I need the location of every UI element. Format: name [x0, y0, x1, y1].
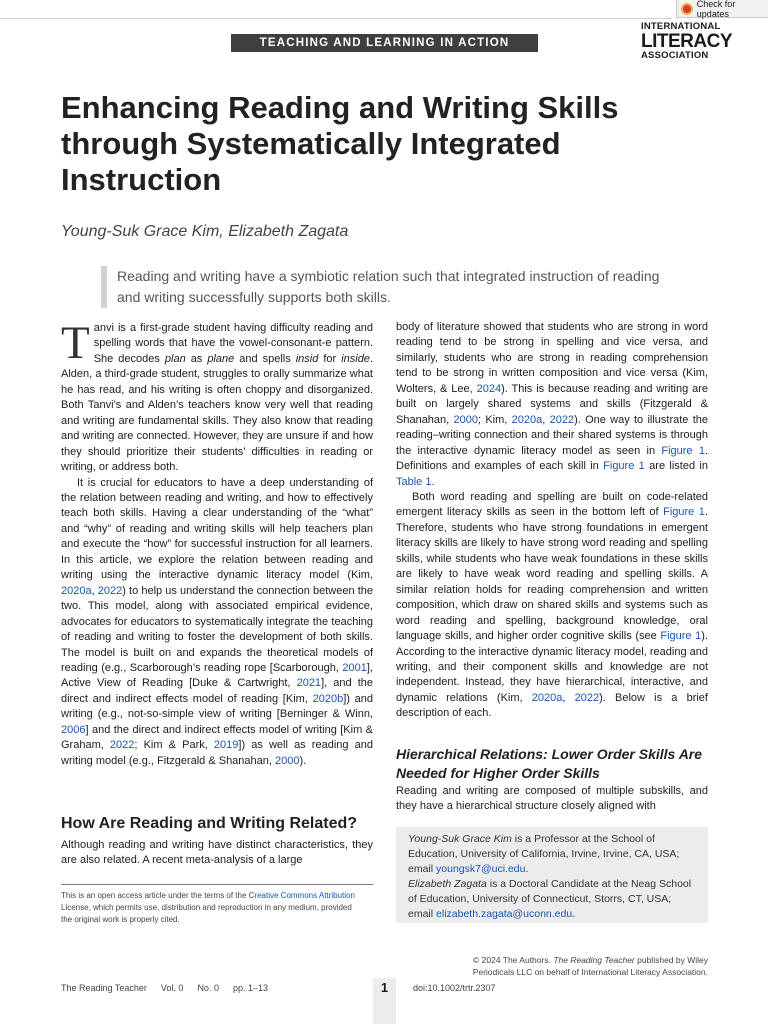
author-1-email-link[interactable]: youngsk7@uci.edu: [436, 863, 526, 875]
crossmark-icon: [681, 3, 693, 15]
left-paragraph-2: It is crucial for educators to have a deep understanding of the relation between reading and writing, and how to effectively teach both skills. Having a clear understanding of the “what” and “why” of reading and writing skills will help teachers plan and execute the “how” for successful instruction for all learners. In this article, we explore the relation between reading and writing using the interactive dynamic literacy model (Kim, 2020a, 2022) to help us understand the connection between the two. This model, along with associated empirical evidence, advocates for educators to systematically integrate the teaching of reading and writing to foster the development of both skills. The model is built on and expands the theoretical models of reading (e.g., Scarborough’s reading rope [Scarborough, 2001], Active View of Reading [Duke & Cartwright, 2021], and the direct and indirect effects model of reading [Kim, 2020b]) and writing (e.g., not-so-simple view of writing [Berninger & Winn, 2006] and the direct and indirect effects model of writing [Kim & Graham, 2022; Kim & Park, 2019]) as well as reading and writing model (e.g., Fitzgerald & Shanahan, 2000).: [61, 476, 373, 767]
citation-link[interactable]: 2022: [549, 413, 575, 426]
section-banner: TEACHING AND LEARNING IN ACTION: [231, 34, 538, 52]
citation-link[interactable]: 2019: [213, 739, 239, 752]
header-rule: [0, 18, 672, 19]
left-paragraph-1: Tanvi is a first-grade student having difficulty reading and spelling words that have the vowel-consonant-e pattern. She decodes plan as plane and spells insid for inside. Alden, a third-grade student, struggles to orally summarize what he has read, and his writing is often choppy and disorganized. Both Tanvi’s and Alden’s teachers know very well that reading and writing are fundamental skills. They also know that reading and writing are connected. However, they are unsure if and how they should prioritize their students’ difficulties in reading or writing, or address both.: [61, 317, 373, 474]
citation-link[interactable]: 2020a: [511, 413, 543, 426]
footer-volume: Vol. 0: [160, 983, 184, 993]
right-paragraph-1: body of literature showed that students who are strong in word reading tend to be strong in spelling and vice versa, and similarly, students who are strong in reading comprehension tend to be strong in written composition and vice versa (Kim, Wolters, & Lee, 2024). This is because reading and writing are built on largely shared systems and skills (Fitzgerald & Shanahan, 2000; Kim, 2020a, 2022). One way to illustrate the reading–writing connection and their shared systems is through the interactive dynamic literacy model as seen in Figure 1. Definitions and examples of each skill in Figure 1 are listed in Table 1.: [396, 321, 709, 488]
table-link[interactable]: Table 1: [396, 475, 432, 488]
footer-pages: pp. 1–13: [232, 983, 268, 993]
article-title: Enhancing Reading and Writing Skills through Systematically Integrated Instruction: [61, 90, 619, 197]
citation-link[interactable]: 2001: [342, 661, 367, 674]
citation-link[interactable]: 2020a: [61, 584, 92, 597]
citation-link[interactable]: 2021: [296, 677, 322, 690]
page-number: 1: [380, 980, 389, 995]
citation-link[interactable]: 2022: [97, 584, 123, 597]
logo-line-3: ASSOCIATION: [641, 49, 709, 61]
footnote-rule: [61, 884, 373, 885]
creative-commons-link[interactable]: Creative Commons Attribution: [248, 891, 355, 900]
logo-line-2: LITERACY: [641, 30, 732, 52]
footer-doi: doi:10.1002/trtr.2307: [413, 983, 496, 993]
figure-link[interactable]: Figure 1: [660, 630, 702, 643]
left-column-continued: [61, 838, 373, 869]
copyright-notice: © 2024 The Authors. The Reading Teacher published by Wiley Periodicals LLC on behalf of International Literacy Association.: [472, 955, 708, 977]
author-1-info: Young-Suk Grace Kim is a Professor at the School of Education, University of California, Irvine, Irvine, CA, USA; email youngsk7@uci.edu.: [408, 833, 680, 875]
figure-link[interactable]: Figure 1: [663, 506, 705, 519]
citation-link[interactable]: 2024: [476, 382, 502, 395]
left-column: [61, 317, 373, 769]
footer-journal: The Reading Teacher: [61, 983, 147, 993]
left-paragraph-3: Although reading and writing have distinct characteristics, they are also related. A recent meta-analysis of a large: [61, 839, 373, 867]
right-paragraph-2: Both word reading and spelling are built on code-related emergent literacy skills as seen in the bottom left of Figure 1. Therefore, students who have strong foundations in emergent literacy skills are likely to have strong word reading and spelling skills, while students who have weak foundations in these skills are likely to have weak word reading and spelling skills. A similar relation holds for reading comprehension and written composition, which draw on shared skills and systems such as word reading and spelling, background knowledge, oral language skills, and higher order cognitive skills (see Figure 1). According to the interactive dynamic literacy model, reading and writing, and their component skills and knowledge are not independent. Instead, they have hierarchical, interactive, and dynamic relations (Kim, 2020a, 2022). Below is a brief description of each.: [396, 490, 709, 720]
logo-line-1: INTERNATIONAL: [641, 21, 721, 32]
citation-link[interactable]: 2000: [275, 754, 300, 767]
license-footnote: This is an open access article under the terms of the Creative Commons Attribution License, which permits use, distribution and reproduction in any medium, provided the original work is properly cited.: [61, 891, 355, 924]
footer-number: No. 0: [197, 983, 219, 993]
citation-link[interactable]: 2006: [61, 723, 86, 736]
citation-link[interactable]: 2020a: [531, 691, 563, 704]
author-2-email-link[interactable]: elizabeth.zagata@uconn.edu: [436, 908, 573, 920]
drop-cap: T: [61, 317, 90, 369]
right-column-continued: [396, 784, 708, 815]
right-column: [396, 320, 708, 722]
article-authors: Young-Suk Grace Kim, Elizabeth Zagata: [61, 223, 349, 240]
right-paragraph-3: Reading and writing are composed of multiple subskills, and they have a hierarchical structure closely aligned with: [396, 785, 708, 813]
page-footer: [61, 983, 268, 993]
author-2-info: Elizabeth Zagata is a Doctoral Candidate at the Neag School of Education, University of Connecticut, Storrs, CT, USA; email elizabeth.zagata@uconn.edu.: [408, 878, 692, 920]
check-for-updates-button[interactable]: [676, 0, 768, 18]
pull-quote: Reading and writing have a symbiotic relation such that integrated instruction of reading and writing successfully supports both skills.: [101, 266, 661, 308]
check-for-updates-label: Check for updates: [696, 0, 736, 19]
citation-link[interactable]: 2022: [109, 739, 135, 752]
figure-link[interactable]: Figure 1: [603, 460, 645, 473]
citation-link[interactable]: 2022: [574, 691, 600, 704]
citation-link[interactable]: 2000: [453, 413, 478, 426]
section-heading-left: How Are Reading and Writing Related?: [61, 815, 358, 832]
section-heading-right: Hierarchical Relations: Lower Order Skills Are Needed for Higher Order Skills: [396, 746, 703, 781]
figure-link[interactable]: Figure 1: [661, 444, 705, 457]
author-info-box: [396, 827, 708, 923]
citation-link[interactable]: 2020b: [312, 692, 344, 705]
ila-logo: [641, 21, 732, 61]
